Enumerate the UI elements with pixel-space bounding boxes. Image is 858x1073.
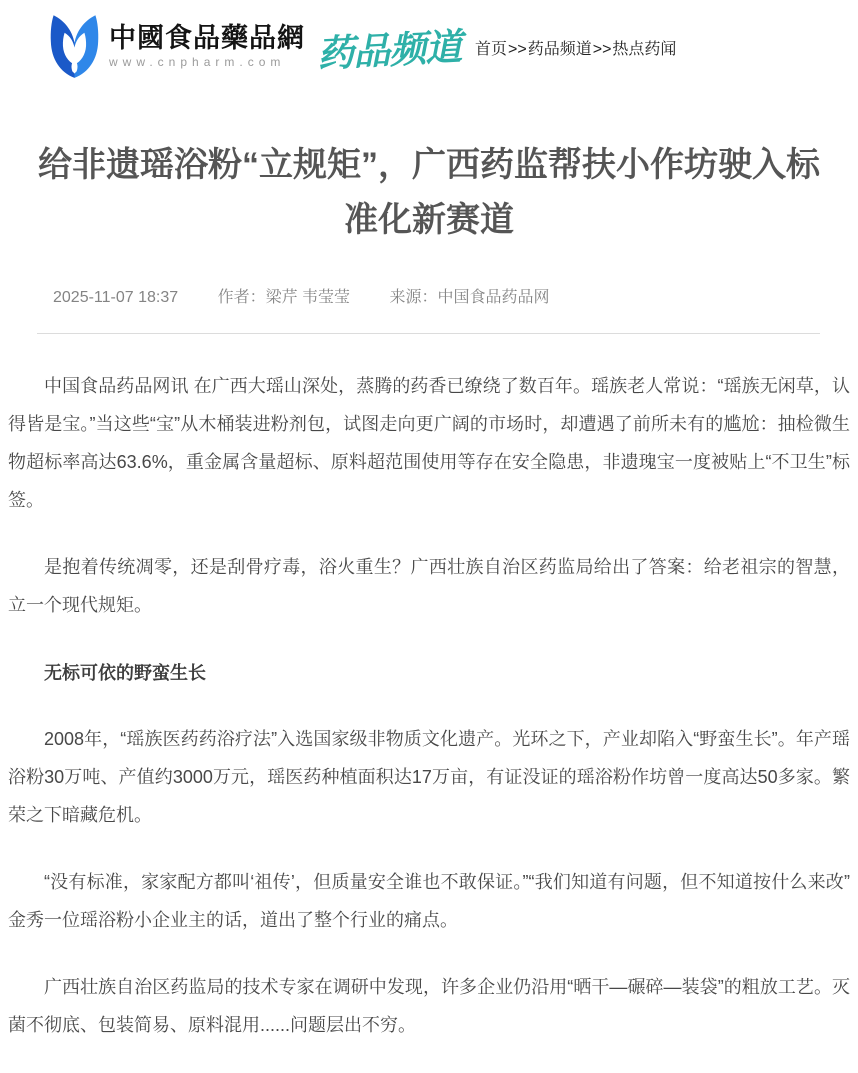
article-body (0, 367, 858, 1044)
publish-date: 2025-11-07 18:37 (53, 289, 179, 307)
site-url: www.cnpharm.com (109, 55, 286, 70)
breadcrumb-home[interactable]: 首页 (475, 41, 508, 58)
paragraph-3: 2008年，“瑶族医药药浴疗法”入选国家级非物质文化遗产。光环之下，产业却陷入“野蛮生长”。年产瑶浴粉30万吨、产值约3000万元，瑶医药种植面积达17万亩，有证没证的瑶浴粉作坊曾一度高达50多家。繁荣之下暗藏危机。 (8, 728, 850, 825)
breadcrumb (475, 36, 676, 59)
paragraph-4: “没有标准，家家配方都叫‘祖传’，但质量安全谁也不敢保证。”“我们知道有问题，但不知道按什么来改”金秀一位瑶浴粉小企业主的话，道出了整个行业的痛点。 (8, 871, 850, 930)
breadcrumb-current[interactable]: 热点药闻 (612, 41, 677, 58)
article-title: 给非遗瑶浴粉“立规矩”，广西药监帮扶小作坊驶入标准化新赛道 (38, 146, 820, 240)
site-name: 中國食品藥品網 (109, 23, 305, 53)
meta-divider (37, 333, 820, 334)
paragraph-5: 广西壮族自治区药监局的技术专家在调研中发现，许多企业仍沿用“晒干—碾碎—装袋”的粗放工艺。灭菌不彻底、包装简易、原料混用......问题层出不穷。 (8, 976, 850, 1035)
breadcrumb-separator: >> (508, 41, 527, 58)
article (0, 138, 858, 1044)
logo-text (109, 24, 305, 69)
paragraph-1: 中国食品药品网讯 在广西大瑶山深处，蒸腾的药香已缭绕了数百年。瑶族老人常说：“瑶族无闲草，认得皆是宝。”当这些“宝”从木桶装进粉剂包，试图走向更广阔的市场时，却遭遇了前所未有的尴尬：抽检微生物超标率高达63.6%，重金属含量超标、原料超范围使用等存在安全隐患，非遗瑰宝一度被贴上“不卫生”标签。 (8, 376, 850, 511)
article-source: 来源：中国食品药品网 (389, 289, 550, 307)
breadcrumb-channel[interactable]: 药品频道 (527, 41, 592, 58)
paragraph-2: 是抱着传统凋零，还是刮骨疗毒，浴火重生？广西壮族自治区药监局给出了答案：给老祖宗的智慧，立一个现代规矩。 (8, 557, 850, 616)
channel-calligraphy: 药品频道 (316, 27, 463, 76)
article-author: 作者：梁芹 韦莹莹 (217, 289, 351, 307)
article-meta (0, 284, 858, 307)
site-logo[interactable] (47, 12, 305, 79)
cnpharm-logo-icon (47, 13, 102, 79)
section-heading: 无标可依的野蛮生长 (44, 663, 206, 684)
site-header (0, 0, 858, 90)
breadcrumb-separator: >> (592, 41, 612, 58)
